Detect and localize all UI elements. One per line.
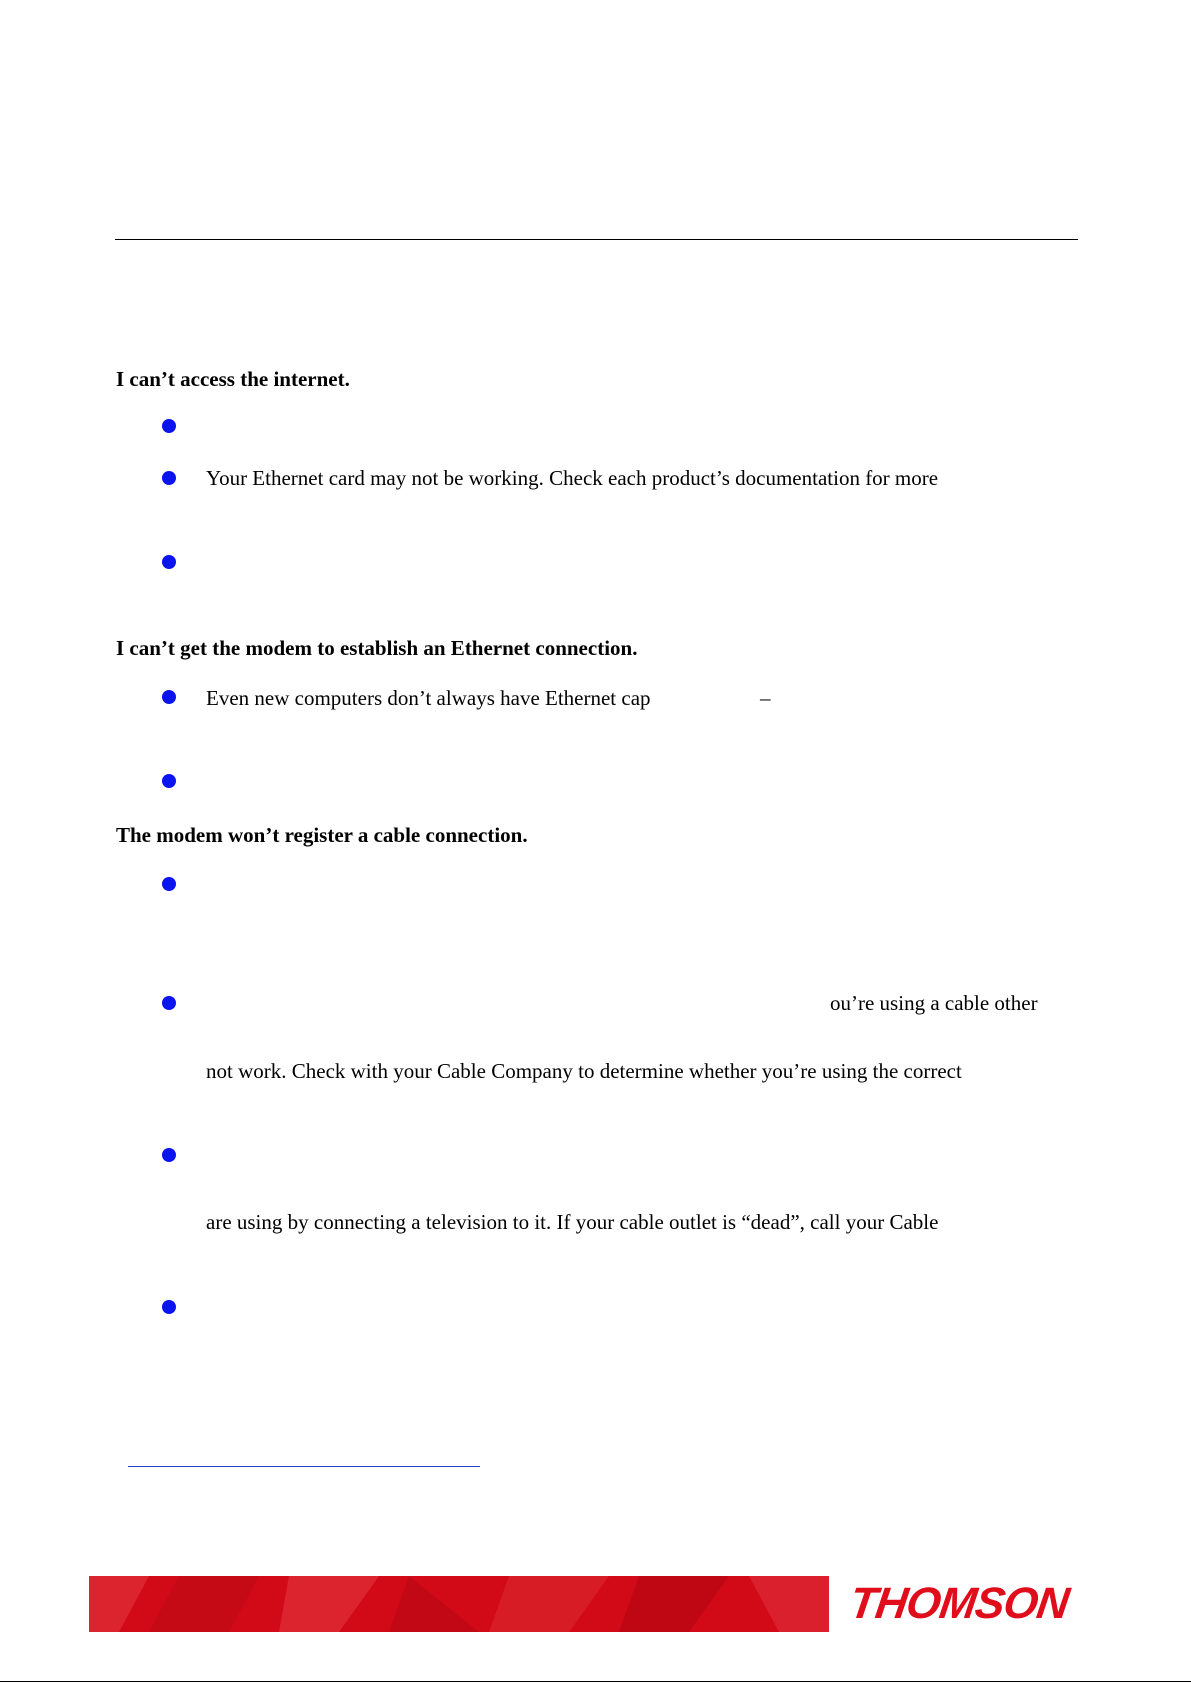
section-heading-internet: I can’t access the internet. (116, 367, 350, 391)
list-item-text: Your Ethernet card may not be working. Check each product’s documentation for more (206, 466, 939, 490)
header-rule (115, 239, 1078, 240)
section-heading-ethernet: I can’t get the modem to establish an Ethernet connection. (116, 636, 638, 660)
list-item-text: not work. Check with your Cable Company to determine whether you’re using the correct (206, 1059, 962, 1083)
bullet-icon (162, 996, 176, 1010)
bullet-icon (162, 877, 176, 891)
list-item-text: Even new computers don’t always have Ethernet cap (206, 686, 651, 710)
bullet-icon (162, 774, 176, 788)
footer-banner (89, 1576, 1092, 1632)
bullet-icon (162, 1300, 176, 1314)
bullet-icon (162, 471, 176, 485)
bullet-icon (162, 555, 176, 569)
section-heading-cable: The modem won’t register a cable connection. (116, 823, 528, 847)
footnote-link-underline (128, 1466, 480, 1467)
list-item-text: are using by connecting a television to it. If your cable outlet is “dead”, call your Cable (206, 1210, 939, 1234)
thomson-logo: THOMSON (846, 1579, 1072, 1628)
bullet-icon (162, 419, 176, 433)
bullet-icon (162, 1148, 176, 1162)
list-item-text-fragment: – (760, 686, 771, 710)
list-item-text-fragment: ou’re using a cable other (830, 991, 1038, 1015)
page-edge-line (0, 1681, 1191, 1682)
bullet-icon (162, 690, 176, 704)
